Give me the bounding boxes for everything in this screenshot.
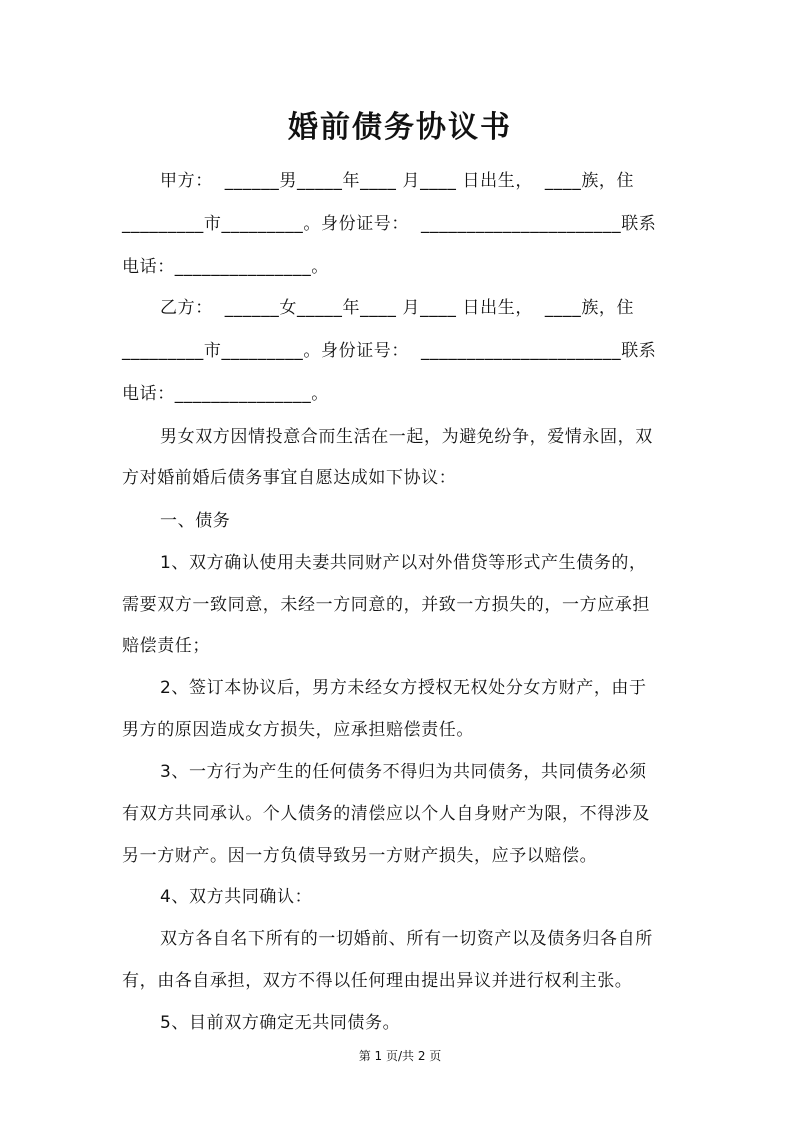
clause-1-line-1: 1、双方确认使用夫妻共同财产以对外借贷等形式产生债务的， xyxy=(160,553,647,573)
party-a-line-2: _________市_________。身份证号： ______________________联系 xyxy=(122,214,657,234)
document-title: 婚前债务协议书 xyxy=(288,110,512,145)
party-b-line-2: _________市_________。身份证号： ______________________联系 xyxy=(122,341,657,361)
clause-5-line-1: 5、目前双方确定无共同债务。 xyxy=(160,1013,401,1033)
page-number: 第 1 页/共 2 页 xyxy=(358,1049,442,1063)
clause-3-line-1: 3、一方行为产生的任何债务不得归为共同债务，共同债务必须 xyxy=(160,762,647,782)
party-a-line-1: 甲方： ______男_____年____ 月____ 日出生， ____族，住 xyxy=(160,171,635,191)
clause-3-line-2: 有双方共同承认。个人债务的清偿应以个人自身财产为限，不得涉及 xyxy=(122,804,650,824)
preamble-line-2: 方对婚前婚后债务事宜自愿达成如下协议： xyxy=(122,468,457,488)
clause-4-line-2: 有，由各自承担，双方不得以任何理由提出异议并进行权利主张。 xyxy=(122,971,633,991)
party-a-line-3: 电话：_______________。 xyxy=(122,257,329,277)
clause-1-line-3: 赔偿责任； xyxy=(122,636,210,656)
section-heading: 一、债务 xyxy=(160,511,231,531)
clause-2-line-2: 男方的原因造成女方损失，应承担赔偿责任。 xyxy=(122,720,474,740)
clause-1-line-2: 需要双方一致同意，未经一方同意的，并致一方损失的，一方应承担 xyxy=(122,595,650,615)
clause-4-heading: 4、双方共同确认： xyxy=(160,887,313,907)
party-b-line-1: 乙方： ______女_____年____ 月____ 日出生， ____族，住 xyxy=(160,298,635,318)
party-b-line-3: 电话：_______________。 xyxy=(122,384,329,404)
preamble-line-1: 男女双方因情投意合而生活在一起，为避免纷争，爱情永固，双 xyxy=(160,427,653,447)
clause-4-line-1: 双方各自名下所有的一切婚前、所有一切资产以及债务归各自所 xyxy=(160,929,653,949)
clause-3-line-3: 另一方财产。因一方负债导致另一方财产损失，应予以赔偿。 xyxy=(122,846,598,866)
clause-2-line-1: 2、签订本协议后，男方未经女方授权无权处分女方财产，由于 xyxy=(160,678,647,698)
